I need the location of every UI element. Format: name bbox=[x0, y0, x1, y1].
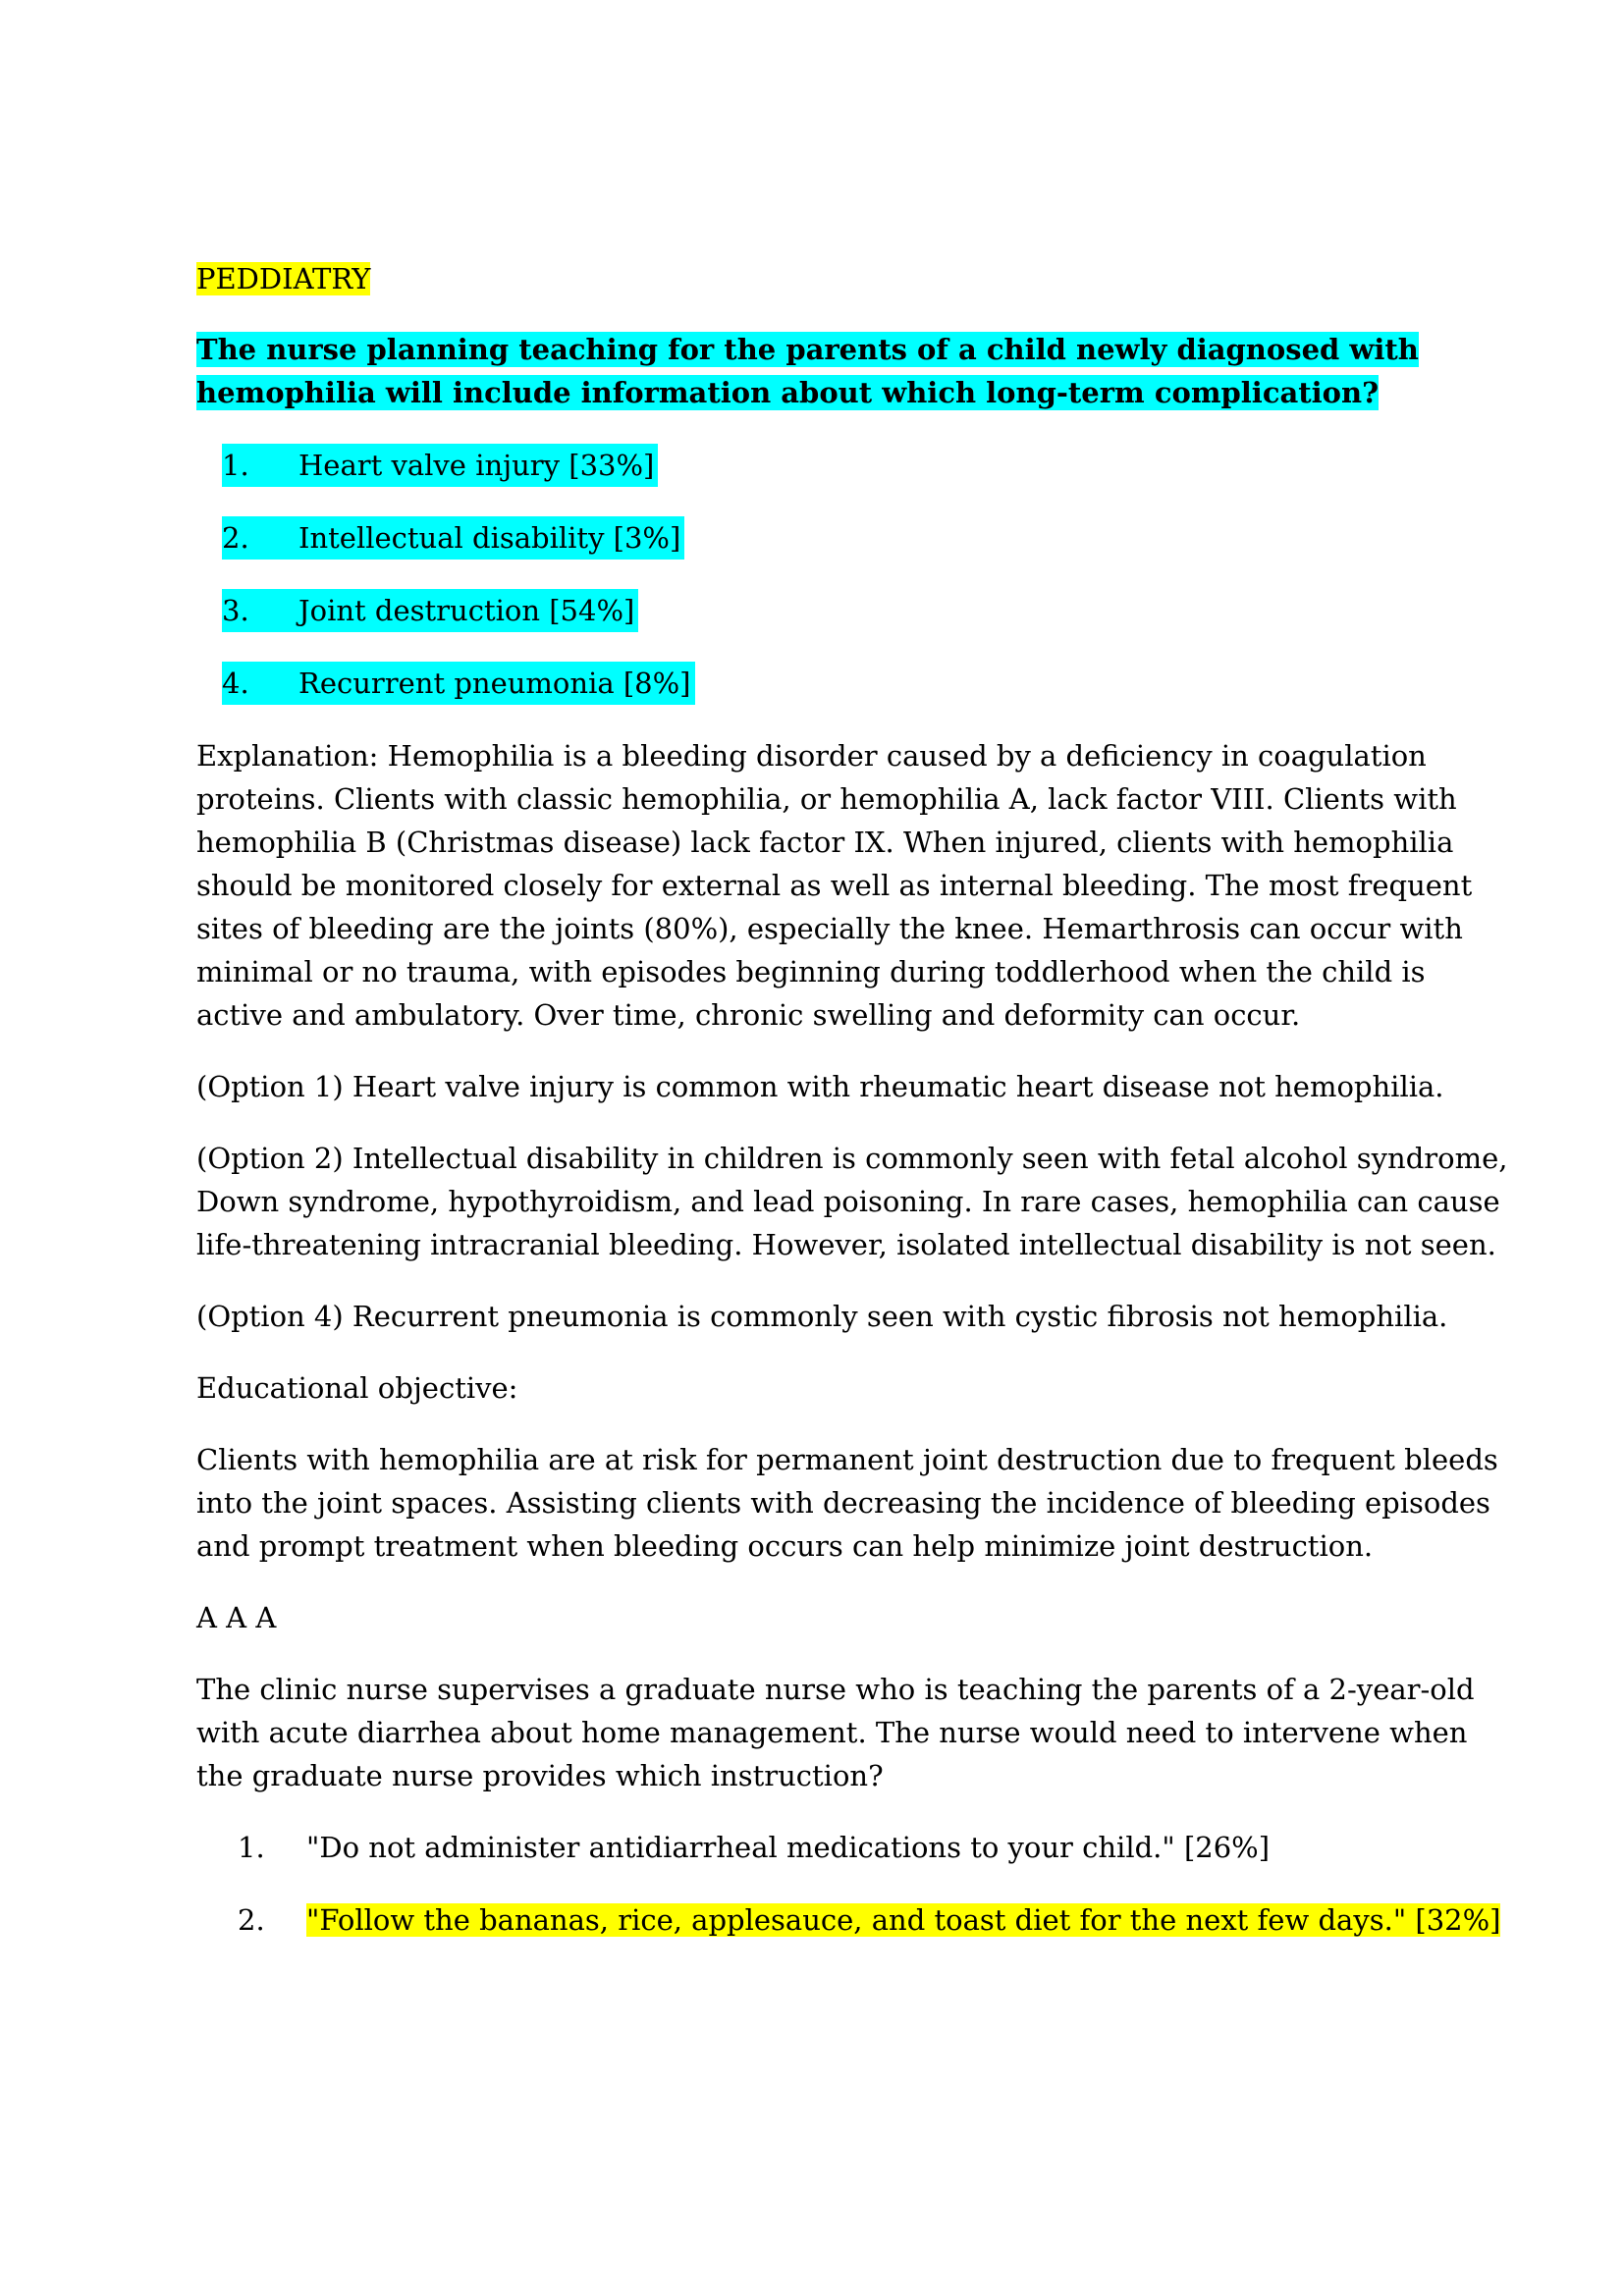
option-2-note-line: life-threatening intracranial bleeding. However, isolated intellectual disability is not seen. bbox=[196, 1228, 1496, 1261]
option-1-note: (Option 1) Heart valve injury is common with rheumatic heart disease not hemophilia. bbox=[196, 1070, 1444, 1103]
option-number: 2. bbox=[238, 1903, 265, 1937]
objective-paragraph bbox=[196, 1438, 1498, 1568]
question-2-stem bbox=[196, 1668, 1473, 1797]
question-1-option bbox=[196, 444, 1473, 487]
explanation-line: should be monitored closely for external as well as internal bleeding. The most frequent bbox=[196, 869, 1473, 902]
option-2-note-line: (Option 2) Intellectual disability in children is commonly seen with fetal alcohol syndrome, bbox=[196, 1142, 1508, 1175]
question-2-option bbox=[196, 1826, 1473, 1869]
explanation-line: minimal or no trauma, with episodes beginning during toddlerhood when the child is bbox=[196, 955, 1426, 988]
option-number: 4. bbox=[222, 667, 249, 700]
option-text: Recurrent pneumonia [8%] bbox=[298, 667, 691, 700]
question-1-option bbox=[196, 516, 1473, 560]
option-number: 3. bbox=[222, 594, 249, 627]
document-page bbox=[196, 257, 1508, 1971]
section-title: PEDDIATRY bbox=[196, 262, 371, 295]
question-1-option bbox=[196, 589, 1473, 632]
explanation-line: proteins. Clients with classic hemophilia, or hemophilia A, lack factor VIII. Clients with bbox=[196, 782, 1457, 816]
option-number: 2. bbox=[222, 521, 249, 555]
option-text: Heart valve injury [33%] bbox=[298, 449, 655, 482]
question-2-options bbox=[196, 1826, 1501, 1942]
objective-heading: Educational objective: bbox=[196, 1371, 518, 1405]
option-number: 1. bbox=[238, 1831, 265, 1864]
explanation-line: active and ambulatory. Over time, chronic swelling and deformity can occur. bbox=[196, 998, 1301, 1032]
option-text: Intellectual disability [3%] bbox=[298, 521, 681, 555]
option-text: "Do not administer antidiarrheal medications to your child." [26%] bbox=[306, 1831, 1271, 1864]
explanation-paragraph bbox=[196, 734, 1473, 1037]
question-2-option bbox=[196, 1898, 1501, 1942]
objective-line: Clients with hemophilia are at risk for permanent joint destruction due to frequent bleeds bbox=[196, 1443, 1498, 1476]
option-text-highlighted: "Follow the bananas, rice, applesauce, and toast diet for the next few days." [32%] bbox=[306, 1903, 1501, 1937]
question-2-line: the graduate nurse provides which instruction? bbox=[196, 1759, 884, 1792]
question-1-stem bbox=[196, 328, 1473, 414]
objective-line: into the joint spaces. Assisting clients with decreasing the incidence of bleeding episodes bbox=[196, 1486, 1490, 1520]
question-1-options bbox=[196, 444, 1473, 705]
question-1-option bbox=[196, 662, 1473, 705]
option-4-note: (Option 4) Recurrent pneumonia is commonly seen with cystic fibrosis not hemophilia. bbox=[196, 1300, 1448, 1333]
explanation-line: hemophilia B (Christmas disease) lack factor IX. When injured, clients with hemophilia bbox=[196, 826, 1454, 859]
option-number: 1. bbox=[222, 449, 249, 482]
objective-line: and prompt treatment when bleeding occurs can help minimize joint destruction. bbox=[196, 1529, 1374, 1563]
explanation-line: sites of bleeding are the joints (80%), especially the knee. Hemarthrosis can occur with bbox=[196, 912, 1463, 945]
question-1-line-2: hemophilia will include information about which long-term complication? bbox=[196, 376, 1380, 409]
separator: A A A bbox=[196, 1601, 277, 1634]
option-2-note bbox=[196, 1137, 1508, 1266]
option-text: Joint destruction [54%] bbox=[298, 594, 635, 627]
question-2-line: The clinic nurse supervises a graduate nurse who is teaching the parents of a 2-year-old bbox=[196, 1673, 1475, 1706]
explanation-line: Explanation: Hemophilia is a bleeding disorder caused by a deficiency in coagulation bbox=[196, 739, 1427, 773]
option-2-note-line: Down syndrome, hypothyroidism, and lead poisoning. In rare cases, hemophilia can cause bbox=[196, 1185, 1500, 1218]
question-1-line-1: The nurse planning teaching for the parents of a child newly diagnosed with bbox=[196, 333, 1419, 366]
question-2-line: with acute diarrhea about home management. The nurse would need to intervene when bbox=[196, 1716, 1468, 1749]
